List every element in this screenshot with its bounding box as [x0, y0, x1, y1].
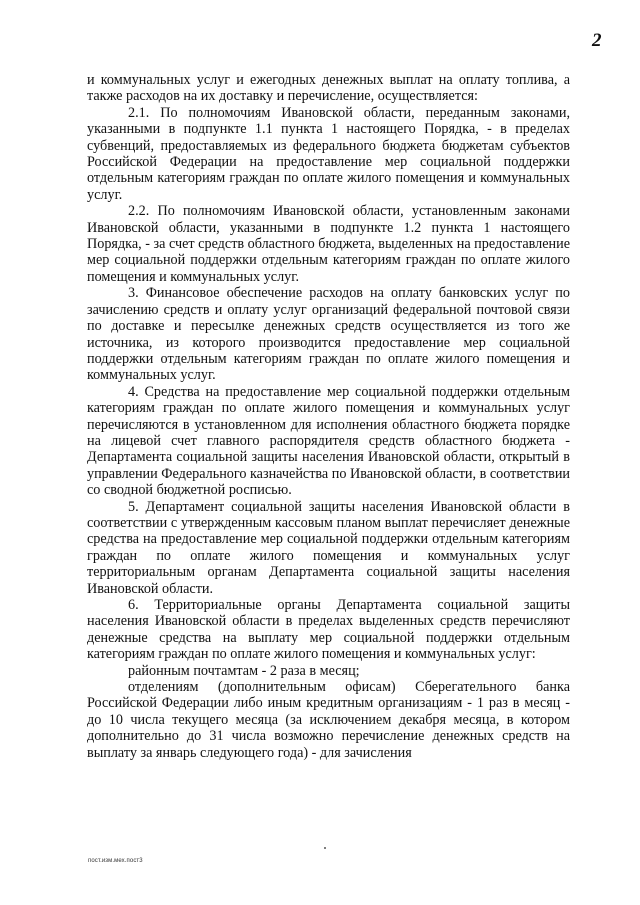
paragraph-2-1: 2.1. По полномочиям Ивановской области, переданным законами, указанными в подпункте 1.1 пункта 1 настоящего Порядка, - в пределах субвенций, предоставляемых из федерального бюджета бюджетам субъектов Российской Федерации на предоставление мер социальной поддержки отдельным категориям граждан по оплате жилого помещения и коммунальных услуг. [87, 104, 570, 203]
paragraph-6: 6. Территориальные органы Департамента социальной защиты населения Ивановской области в пределах выделенных средств перечисляют денежные средства на выплату мер социальной поддержки отдельным категориям граждан по оплате жилого помещения и коммунальных услуг: [87, 597, 570, 663]
paragraph-3: 3. Финансовое обеспечение расходов на оплату банковских услуг по зачислению средств и оплату услуг организаций федеральной почтовой связи по доставке и пересылке денежных средств осуществляется из того же источника, из которого производится предоставление мер социальной поддержки отдельным категориям граждан по оплате жилого помещения и коммунальных услуг. [87, 285, 570, 384]
list-item-post-offices: районным почтамтам - 2 раза в месяц; [128, 662, 360, 679]
paragraph-4: 4. Средства на предоставление мер социальной поддержки отдельным категориям граждан по оплате жилого помещения и коммунальных услуг перечисляются в установленном для исполнения областного бюджета порядке на лицевой счет главного распорядителя средств областного бюджета - Департамента социальной защиты населения Ивановской области, открытый в управлении Федерального казначейства по Ивановской области, в соответствии со сводной бюджетной росписью. [87, 383, 570, 499]
paragraph-5: 5. Департамент социальной защиты населения Ивановской области в соответствии с утвержденным кассовым планом выплат перечисляет денежные средства на предоставление мер социальной поддержки отдельным категориям граждан по оплате жилого помещения и коммунальных услуг территориальным органам Департамента социальной защиты населения Ивановской области. [87, 498, 570, 597]
page-number: 2 [592, 30, 602, 51]
footer-file-code: пост.изм.мех.пост3 [88, 858, 143, 864]
paragraph-continuation: и коммунальных услуг и ежегодных денежных выплат на оплату топлива, а также расходов на их доставку и перечисление, осуществляется: [87, 72, 570, 105]
paragraph-2-2: 2.2. По полномочиям Ивановской области, установленным законами Ивановской области, указанными в подпункте 1.2 пункта 1 настоящего Порядка, - за счет средств областного бюджета, выделенных на предоставление мер социальной поддержки отдельным категориям граждан по оплате жилого помещения и коммунальных услуг. [87, 203, 570, 285]
scan-speck [324, 847, 326, 849]
document-body [87, 72, 570, 761]
list-item-bank-offices: отделениям (дополнительным офисам) Сберегательного банка Российской Федерации либо иным кредитным организациям - 1 раз в месяц - до 10 числа текущего месяца (за исключением декабря месяца, в котором дополнительно до 31 числа возможно перечисление денежных средств на выплату за январь следующего года) - для зачисления [87, 679, 570, 761]
